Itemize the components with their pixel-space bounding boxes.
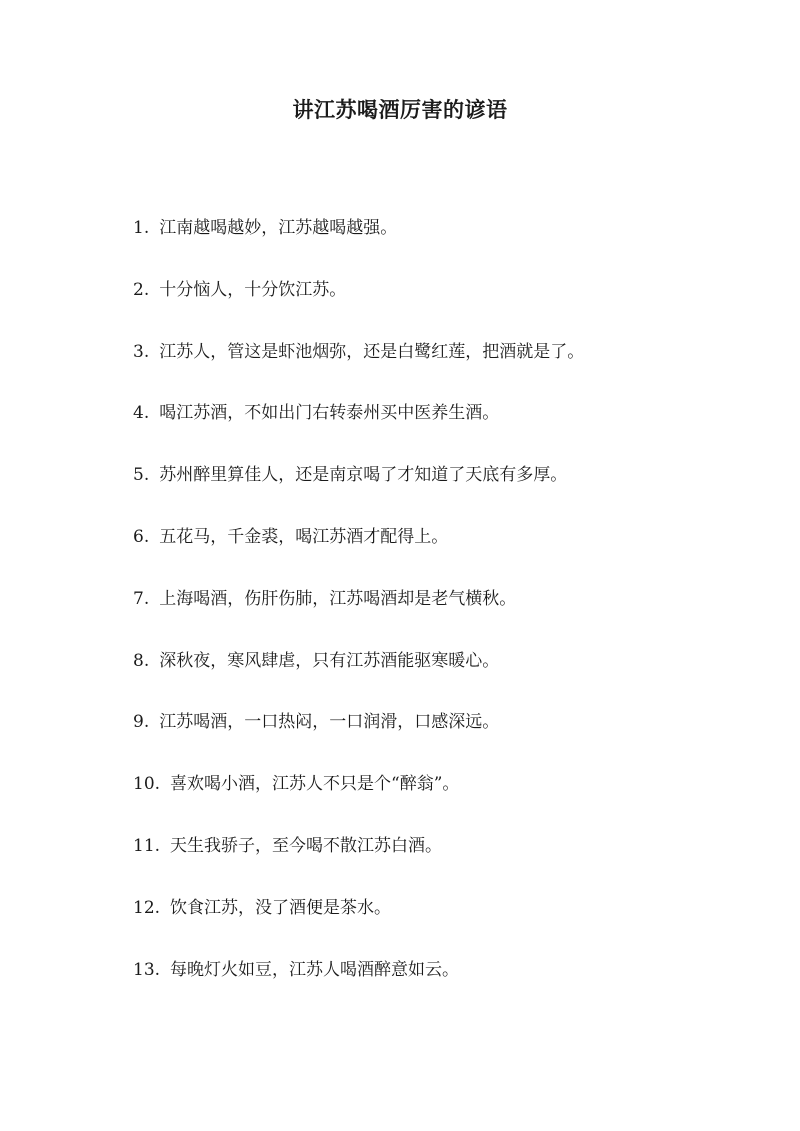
item-number: 11. bbox=[133, 835, 161, 856]
item-number: 5. bbox=[133, 465, 150, 486]
list-item bbox=[133, 708, 584, 770]
item-number: 4. bbox=[133, 403, 150, 424]
item-number: 10. bbox=[133, 774, 161, 795]
list-item bbox=[133, 770, 584, 832]
list-item bbox=[133, 894, 584, 956]
item-text: 五花马，千金裘，喝江苏酒才配得上。 bbox=[159, 526, 449, 547]
item-number: 12. bbox=[133, 897, 161, 918]
list-item bbox=[133, 647, 584, 709]
item-number: 8. bbox=[133, 650, 150, 671]
item-number: 1. bbox=[133, 218, 150, 238]
item-number: 9. bbox=[133, 712, 150, 733]
list-item bbox=[133, 956, 584, 1018]
item-number: 3. bbox=[133, 341, 150, 362]
item-text: 天生我骄子，至今喝不散江苏白酒。 bbox=[170, 835, 443, 856]
item-number: 6. bbox=[133, 526, 150, 547]
item-number: 13. bbox=[133, 959, 161, 980]
item-text: 江苏人，管这是虾池烟弥，还是白鹭红莲，把酒就是了。 bbox=[159, 341, 585, 362]
list-item bbox=[133, 276, 584, 338]
item-text: 喜欢喝小酒，江苏人不只是个“醉翁”。 bbox=[170, 774, 460, 795]
item-text: 上海喝酒，伤肝伤肺，江苏喝酒却是老气横秋。 bbox=[159, 588, 517, 609]
item-text: 苏州醉里算佳人，还是南京喝了才知道了天底有多厚。 bbox=[159, 465, 568, 486]
list-item bbox=[133, 523, 584, 585]
item-text: 江南越喝越妙，江苏越喝越强。 bbox=[159, 218, 398, 238]
item-text: 深秋夜，寒风肆虐，只有江苏酒能驱寒暖心。 bbox=[159, 650, 500, 671]
list-item bbox=[133, 832, 584, 894]
list-item bbox=[133, 399, 584, 461]
item-text: 江苏喝酒，一口热闷，一口润滑，口感深远。 bbox=[159, 712, 500, 733]
item-text: 十分恼人，十分饮江苏。 bbox=[159, 279, 347, 300]
list-item bbox=[133, 585, 584, 647]
item-text: 饮食江苏，没了酒便是茶水。 bbox=[170, 897, 392, 918]
document-title: 讲江苏喝酒厉害的谚语 bbox=[292, 97, 508, 122]
item-text: 每晚灯火如豆，江苏人喝酒醉意如云。 bbox=[170, 959, 460, 980]
list-item bbox=[133, 461, 584, 523]
item-number: 2. bbox=[133, 279, 150, 300]
list-item bbox=[133, 214, 584, 276]
item-text: 喝江苏酒，不如出门右转泰州买中医养生酒。 bbox=[159, 403, 500, 424]
proverb-list bbox=[133, 214, 584, 1017]
list-item bbox=[133, 338, 584, 400]
item-number: 7. bbox=[133, 588, 150, 609]
